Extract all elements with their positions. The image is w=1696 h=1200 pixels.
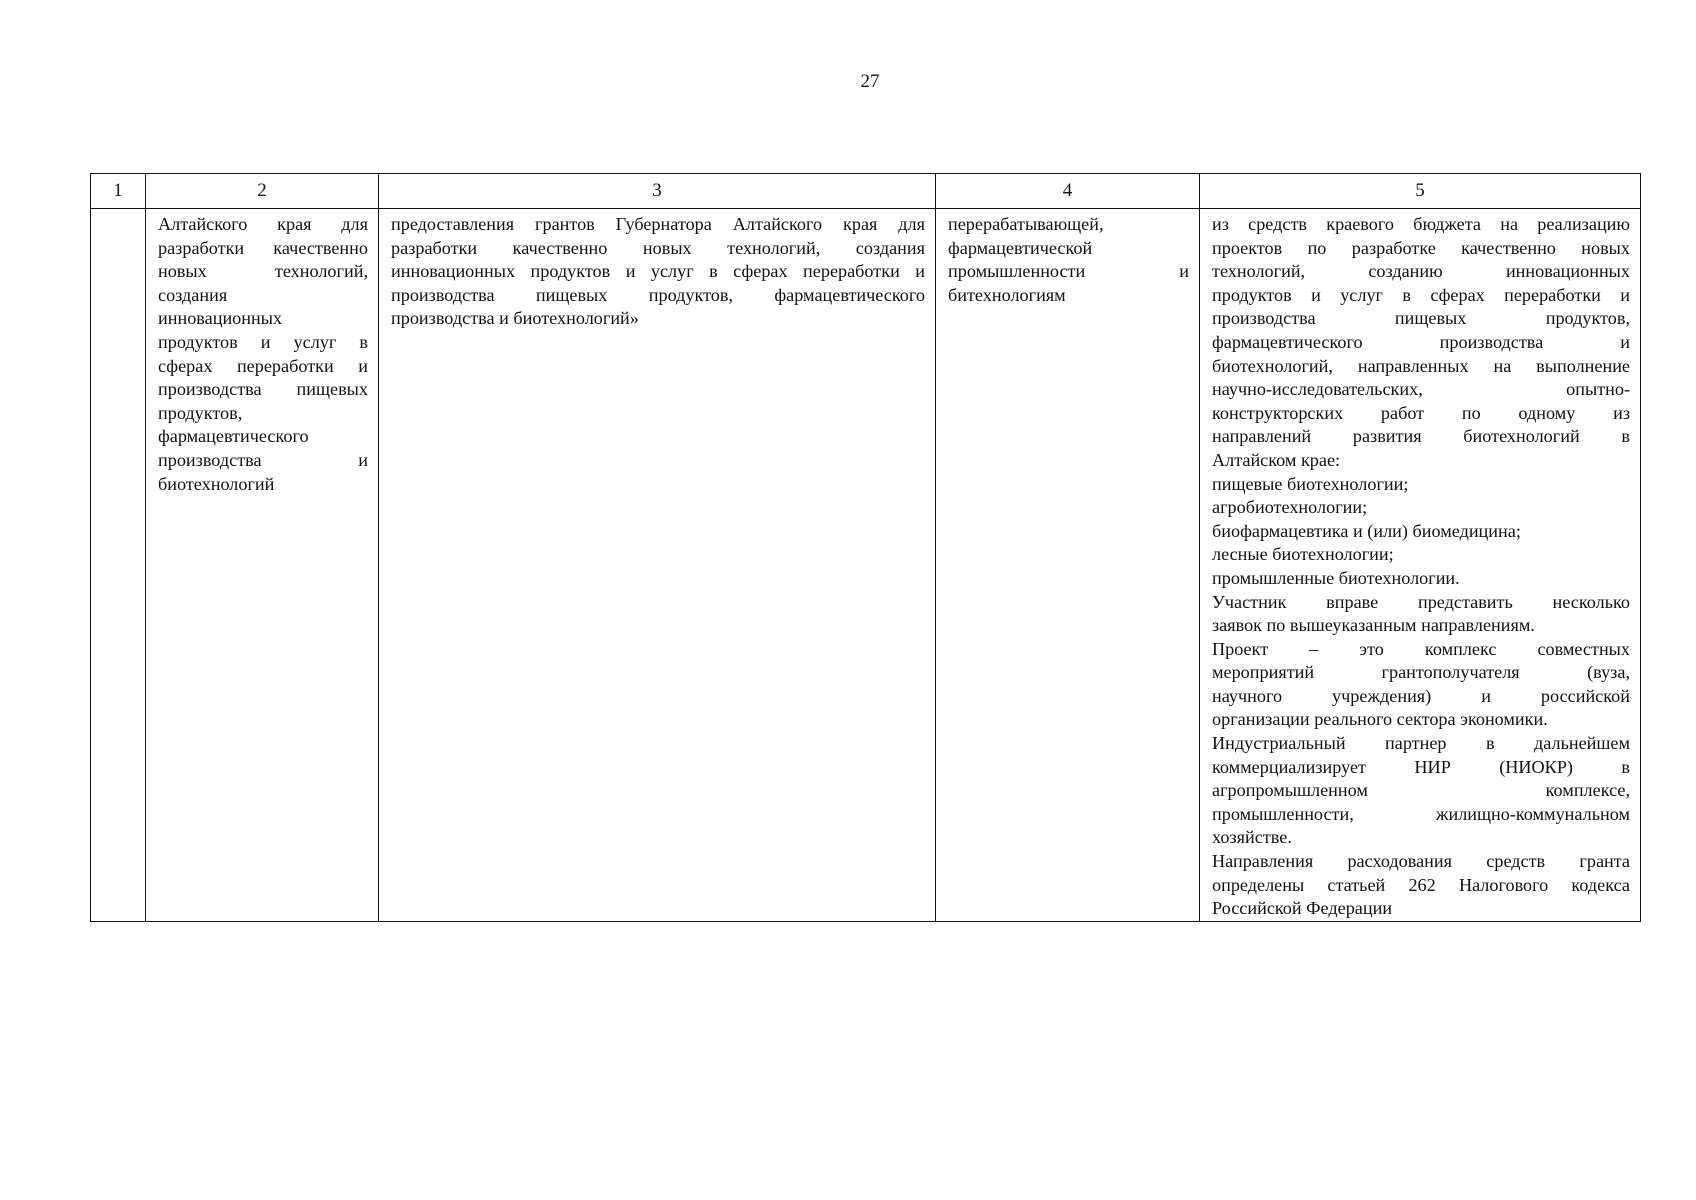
text-line: мероприятий грантополучателя (вуза, (1212, 662, 1630, 683)
text-line: инновационных (158, 308, 283, 329)
text-line: технологий, созданию инновационных (1212, 261, 1630, 282)
text-line: проектов по разработке качественно новых (1212, 237, 1630, 258)
text-line: продуктов и услуг в сферах переработки и (1212, 284, 1630, 305)
text-line: продуктов и услуг в (158, 331, 368, 352)
text-line: конструкторских работ по одному из (1212, 402, 1630, 423)
text-line: предоставления грантов Губернатора Алтайского края для (391, 214, 925, 234)
table-row (91, 209, 1641, 922)
text-line: новых технологий, (158, 261, 368, 282)
text-line: научно-исследовательских, опытно- (1212, 379, 1630, 400)
text-line: направлений развития биотехнологий в (1212, 426, 1630, 447)
column-header-5: 5 (1200, 174, 1641, 209)
text-line: Участник вправе представить несколько (1212, 591, 1630, 612)
text-line: из средств краевого бюджета на реализацию (1212, 214, 1630, 234)
text-line: Индустриальный партнер в дальнейшем (1212, 733, 1630, 754)
text-line: Алтайском крае: (1212, 449, 1341, 470)
text-line: сферах переработки и (158, 355, 368, 376)
column-header-3: 3 (379, 174, 936, 209)
text-line: заявок по вышеуказанным направлениям. (1212, 615, 1535, 636)
text-line: разработки качественно новых технологий, создания (391, 237, 925, 258)
text-line: хозяйстве. (1212, 827, 1292, 848)
text-line: агробиотехнологии; (1212, 497, 1368, 518)
text-line: производства пищевых продуктов, (1212, 308, 1630, 329)
text-line: промышленности и (948, 261, 1189, 282)
text-line: биофармацевтика и (или) биомедицина; (1212, 520, 1521, 541)
text-line: организации реального сектора экономики. (1212, 709, 1548, 730)
text-line: агропромышленном комплексе, (1212, 780, 1630, 801)
text-line: производства и биотехнологий» (391, 308, 639, 329)
text-line: фармацевтического (158, 426, 309, 447)
cell-col5 (1200, 209, 1641, 922)
column-header-4: 4 (936, 174, 1200, 209)
text-line: определены статьей 262 Налогового кодекса (1212, 874, 1630, 895)
text-line: фармацевтического производства и (1212, 331, 1630, 352)
text-line: производства пищевых (158, 379, 368, 400)
text-line: Проект – это комплекс совместных (1212, 638, 1630, 659)
text-line: коммерциализирует НИР (НИОКР) в (1212, 756, 1630, 777)
page-number: 27 (860, 71, 880, 92)
text-line: пищевые биотехнологии; (1212, 473, 1409, 494)
text-line: битехнологиям (948, 284, 1066, 305)
text-line: научного учреждения) и российской (1212, 685, 1630, 706)
text-line: создания (158, 284, 228, 305)
text-line: биотехнологий, направленных на выполнение (1212, 355, 1630, 376)
cell-col4 (936, 209, 1200, 922)
text-line: перерабатывающей, (948, 214, 1104, 234)
text-line: Направления расходования средств гранта (1212, 851, 1630, 872)
document-table (90, 173, 1641, 922)
text-line: инновационных продуктов и услуг в сферах переработки и (391, 261, 925, 282)
text-line: производства пищевых продуктов, фармацевтического (391, 284, 925, 305)
text-line: разработки качественно (158, 237, 368, 258)
cell-col1 (91, 209, 146, 922)
table-header-row (91, 174, 1641, 209)
column-header-1: 1 (91, 174, 146, 209)
text-line: фармацевтической (948, 237, 1093, 258)
text-line: Российской Федерации (1212, 898, 1393, 919)
text-line: промышленные биотехнологии. (1212, 567, 1460, 588)
text-line: промышленности, жилищно-коммунальном (1212, 803, 1630, 824)
cell-col2 (146, 209, 379, 922)
text-line: продуктов, (158, 402, 243, 423)
text-line: производства и (158, 449, 368, 470)
cell-col3 (379, 209, 936, 922)
text-line: биотехнологий (158, 473, 275, 494)
column-header-2: 2 (146, 174, 379, 209)
text-line: лесные биотехнологии; (1212, 544, 1394, 565)
text-line: Алтайского края для (158, 214, 368, 234)
